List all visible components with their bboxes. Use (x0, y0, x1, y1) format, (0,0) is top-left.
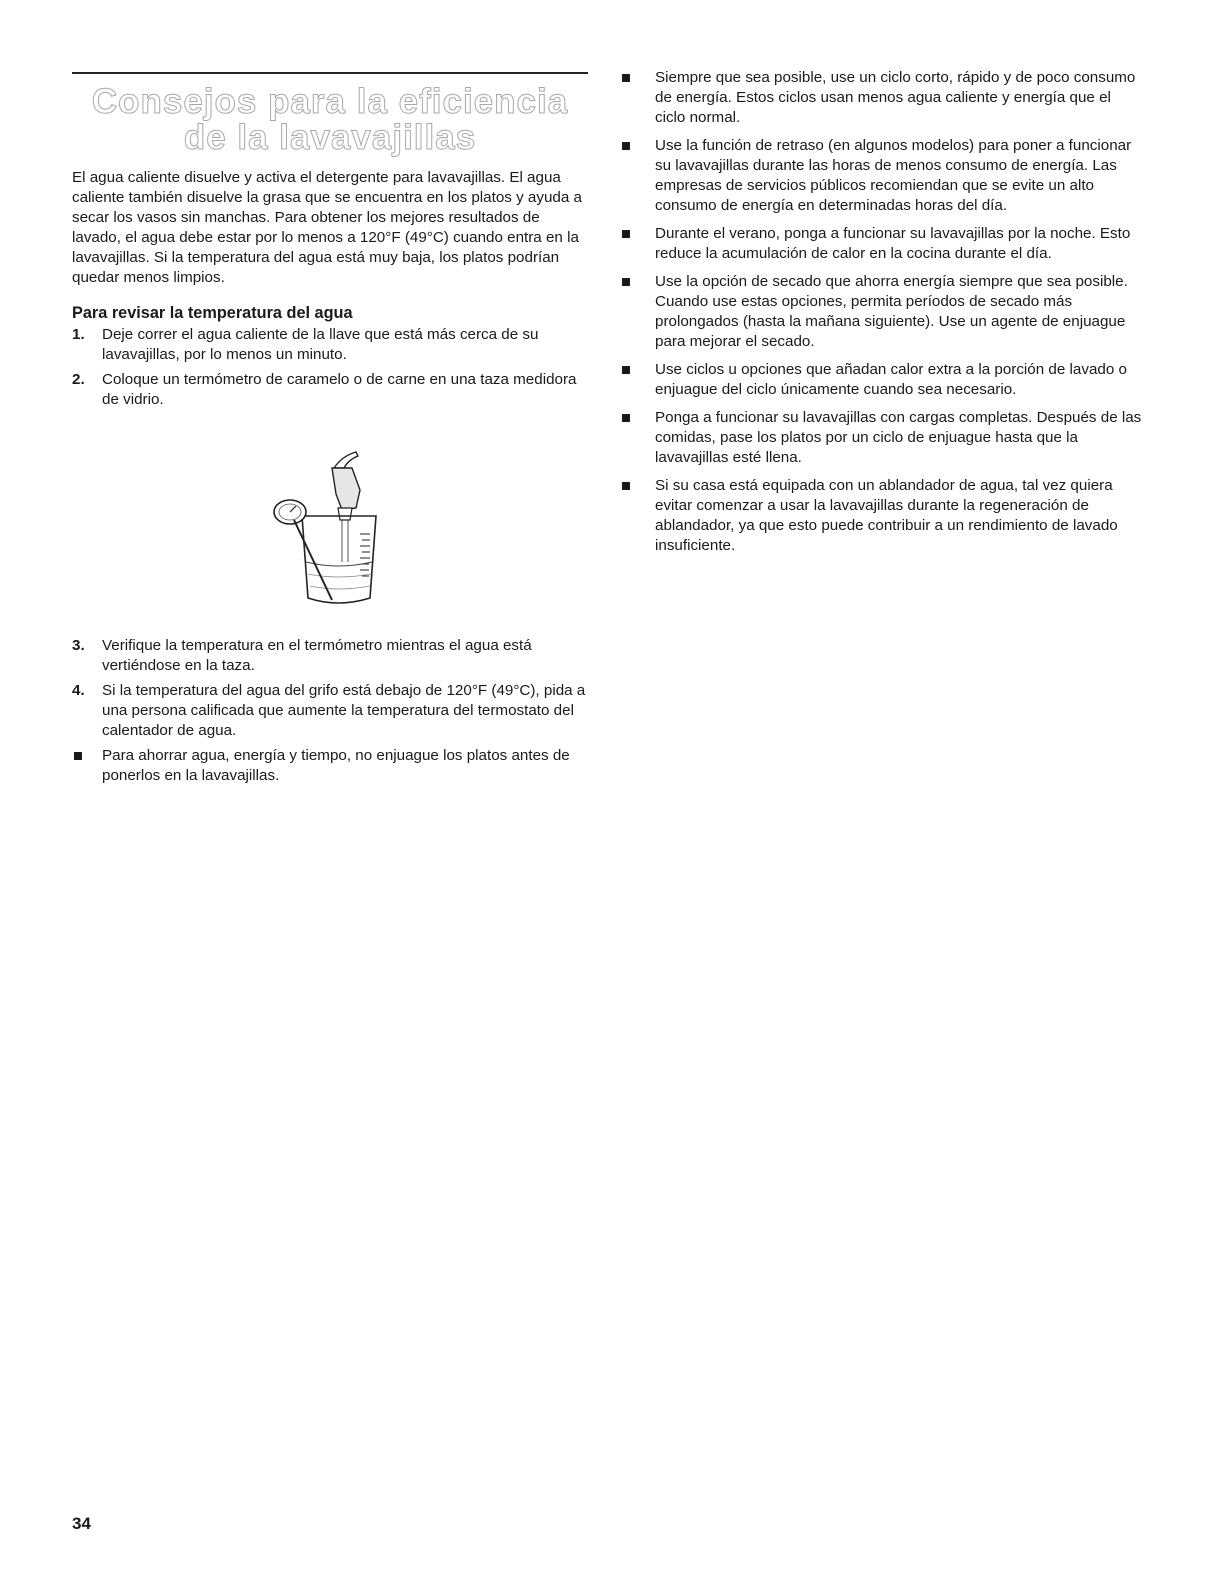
bullet-item (622, 68, 1144, 128)
page-title (72, 84, 588, 156)
step-number: 4. (72, 682, 85, 699)
bullet-item (622, 408, 1144, 468)
step-text: Si la temperatura del agua del grifo está debajo de 120°F (49°C), pida a una persona calificada que aumente la temperatura del termostato del calentador de agua. (102, 682, 586, 739)
square-bullet-icon (622, 482, 630, 490)
step-text: Coloque un termómetro de caramelo o de carne en una taza medidora de vidrio. (102, 371, 577, 408)
bullet-text: Ponga a funcionar su lavavajillas con cargas completas. Después de las comidas, pase los platos por un ciclo de enjuague hasta que la lavavajillas esté llena. (655, 409, 1142, 466)
bullet-item (622, 360, 1144, 400)
bullet-item (72, 746, 588, 786)
step-item (72, 325, 588, 365)
check-temperature-heading: Para revisar la temperatura del agua (72, 304, 353, 322)
bullet-item (622, 136, 1144, 216)
page-title-line-2: de la lavavajillas (183, 118, 477, 157)
bullet-item (622, 224, 1144, 264)
thermometer-cup-illustration (272, 450, 392, 610)
square-bullet-icon (622, 414, 630, 422)
page-title-line-1: Consejos para la eficiencia (91, 82, 569, 121)
square-bullet-icon (622, 142, 630, 150)
bullet-text: Durante el verano, ponga a funcionar su lavavajillas por la noche. Esto reduce la acumulación de calor en la cocina durante el día. (655, 225, 1131, 262)
step-item (72, 370, 588, 410)
square-bullet-icon (74, 752, 82, 760)
intro-paragraph: El agua caliente disuelve y activa el detergente para lavavajillas. El agua caliente también disuelve la grasa que se encuentra en los platos y ayuda a secar los vasos sin manchas. Para obtener los mejores resultados de lavado, el agua debe estar por lo menos a 120°F (49°C) cuando entra en la lavavajillas. Si la temperatura del agua está muy baja, los platos podrían quedar menos limpios. (72, 169, 582, 286)
step-number: 1. (72, 326, 85, 343)
step-text: Deje correr el agua caliente de la llave que está más cerca de su lavavajillas, por lo menos un minuto. (102, 326, 539, 363)
bullet-text: Use la opción de secado que ahorra energía siempre que sea posible. Cuando use estas opciones, permita períodos de secado más prolongados (hasta la mañana siguiente). Use un agente de enjuague para mejorar el secado. (655, 273, 1128, 350)
bullet-text: Si su casa está equipada con un ablandador de agua, tal vez quiera evitar comenzar a usar la lavavajillas durante la regeneración de ablandador, ya que esto puede contribuir a un rendimiento de lavado insuficiente. (655, 477, 1118, 554)
right-bullet-list (622, 68, 1144, 556)
top-rule (72, 72, 588, 74)
step-item (72, 636, 588, 676)
square-bullet-icon (622, 366, 630, 374)
bullet-text: Use la función de retraso (en algunos modelos) para poner a funcionar su lavavajillas durante las horas de menos consumo de energía. Las empresas de servicios públicos recomiendan que se evite un alto consumo de energía en determinadas horas del día. (655, 137, 1132, 214)
left-column (72, 72, 588, 791)
square-bullet-icon (622, 278, 630, 286)
bullet-text: Para ahorrar agua, energía y tiempo, no enjuague los platos antes de ponerlos en la lavavajillas. (102, 747, 570, 784)
steps-list-a (72, 325, 588, 410)
steps-list-b (72, 636, 588, 741)
bullet-item (622, 272, 1144, 352)
left-bullet-list (72, 746, 588, 786)
step-item (72, 681, 588, 741)
step-number: 2. (72, 371, 85, 388)
faucet-icon (334, 452, 358, 468)
bullet-item (622, 476, 1144, 556)
step-text: Verifique la temperatura en el termómetro mientras el agua está vertiéndose en la taza. (102, 637, 532, 674)
bullet-text: Siempre que sea posible, use un ciclo corto, rápido y de poco consumo de energía. Estos ciclos usan menos agua caliente y energía que el ciclo normal. (655, 69, 1136, 126)
square-bullet-icon (622, 74, 630, 82)
thermometer-icon (274, 500, 332, 600)
page-number: 34 (72, 1514, 91, 1533)
right-column (622, 68, 1144, 564)
bullet-text: Use ciclos u opciones que añadan calor extra a la porción de lavado o enjuague del ciclo únicamente cuando sea necesario. (655, 361, 1127, 398)
step-number: 3. (72, 637, 85, 654)
square-bullet-icon (622, 230, 630, 238)
